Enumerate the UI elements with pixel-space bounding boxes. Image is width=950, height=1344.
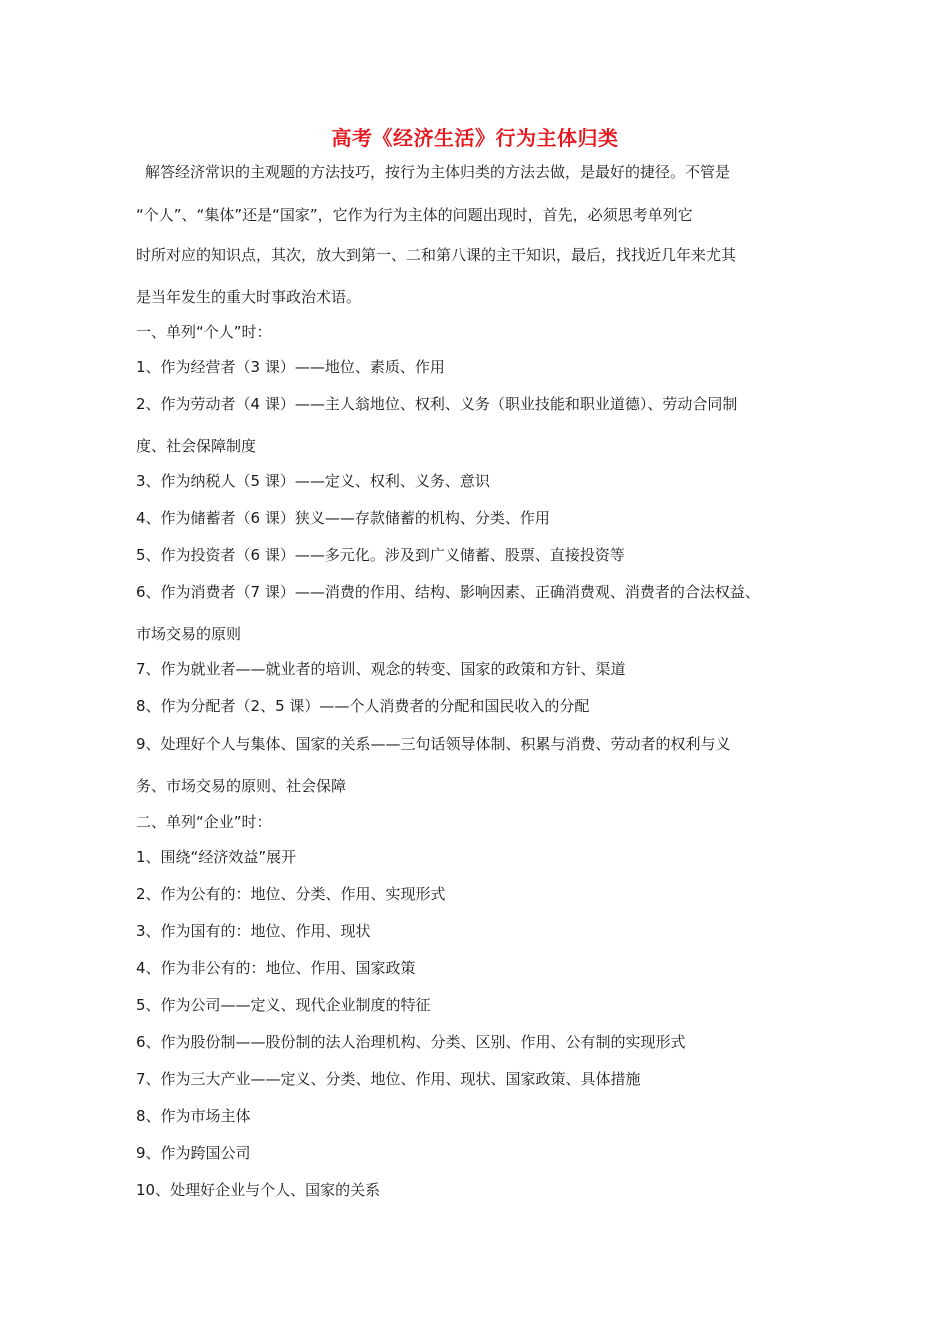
section2-item: 7、作为三大产业——定义、分类、地位、作用、现状、国家政策、具体措施 (136, 1070, 641, 1088)
section1-item-continued: 度、社会保障制度 (136, 437, 257, 455)
section2-item: 2、作为公有的：地位、分类、作用、实现形式 (136, 885, 446, 903)
section1-item: 4、作为储蓄者（6 课）狭义——存款储蓄的机构、分类、作用 (136, 509, 550, 527)
section2-item: 10、处理好企业与个人、国家的关系 (136, 1181, 381, 1199)
intro-line-1: 解答经济常识的主观题的方法技巧，按行为主体归类的方法去做，是最好的捷径。不管是 (145, 163, 731, 181)
section1-item: 8、作为分配者（2、5 课）——个人消费者的分配和国民收入的分配 (136, 697, 590, 715)
document-title: 高考《经济生活》行为主体归类 (331, 126, 619, 150)
section1-item: 2、作为劳动者（4 课）——主人翁地位、权利、义务（职业技能和职业道德）、劳动合同制 (136, 395, 738, 413)
section2-item: 3、作为国有的：地位、作用、现状 (136, 922, 371, 940)
section1-item: 5、作为投资者（6 课）——多元化。涉及到广义储蓄、股票、直接投资等 (136, 546, 625, 564)
intro-line-2: “个人”、“集体”还是“国家”，它作为行为主体的问题出现时，首先，必须思考单列它 (136, 206, 693, 224)
section2-item: 1、围绕“经济效益”展开 (136, 848, 297, 866)
section1-item: 6、作为消费者（7 课）——消费的作用、结构、影响因素、正确消费观、消费者的合法权益、 (136, 583, 760, 601)
section2-heading: 二、单列“企业”时： (136, 813, 272, 831)
section2-item: 5、作为公司——定义、现代企业制度的特征 (136, 996, 431, 1014)
section1-item: 9、处理好个人与集体、国家的关系——三句话领导体制、积累与消费、劳动者的权利与义 (136, 735, 731, 753)
intro-line-4: 是当年发生的重大时事政治术语。 (136, 288, 362, 306)
section1-item-continued: 市场交易的原则 (136, 625, 242, 643)
section2-item: 4、作为非公有的：地位、作用、国家政策 (136, 959, 416, 977)
section1-item: 3、作为纳税人（5 课）——定义、权利、义务、意识 (136, 472, 490, 490)
section2-item: 8、作为市场主体 (136, 1107, 251, 1125)
section1-item: 7、作为就业者——就业者的培训、观念的转变、国家的政策和方针、渠道 (136, 660, 626, 678)
intro-line-3: 时所对应的知识点，其次，放大到第一、二和第八课的主干知识，最后，找找近几年来尤其 (136, 246, 737, 264)
section1-item: 1、作为经营者（3 课）——地位、素质、作用 (136, 358, 445, 376)
section2-item: 9、作为跨国公司 (136, 1144, 251, 1162)
section1-item-continued: 务、市场交易的原则、社会保障 (136, 777, 347, 795)
section2-item: 6、作为股份制——股份制的法人治理机构、分类、区别、作用、公有制的实现形式 (136, 1033, 686, 1051)
section1-heading: 一、单列“个人”时： (136, 323, 272, 341)
